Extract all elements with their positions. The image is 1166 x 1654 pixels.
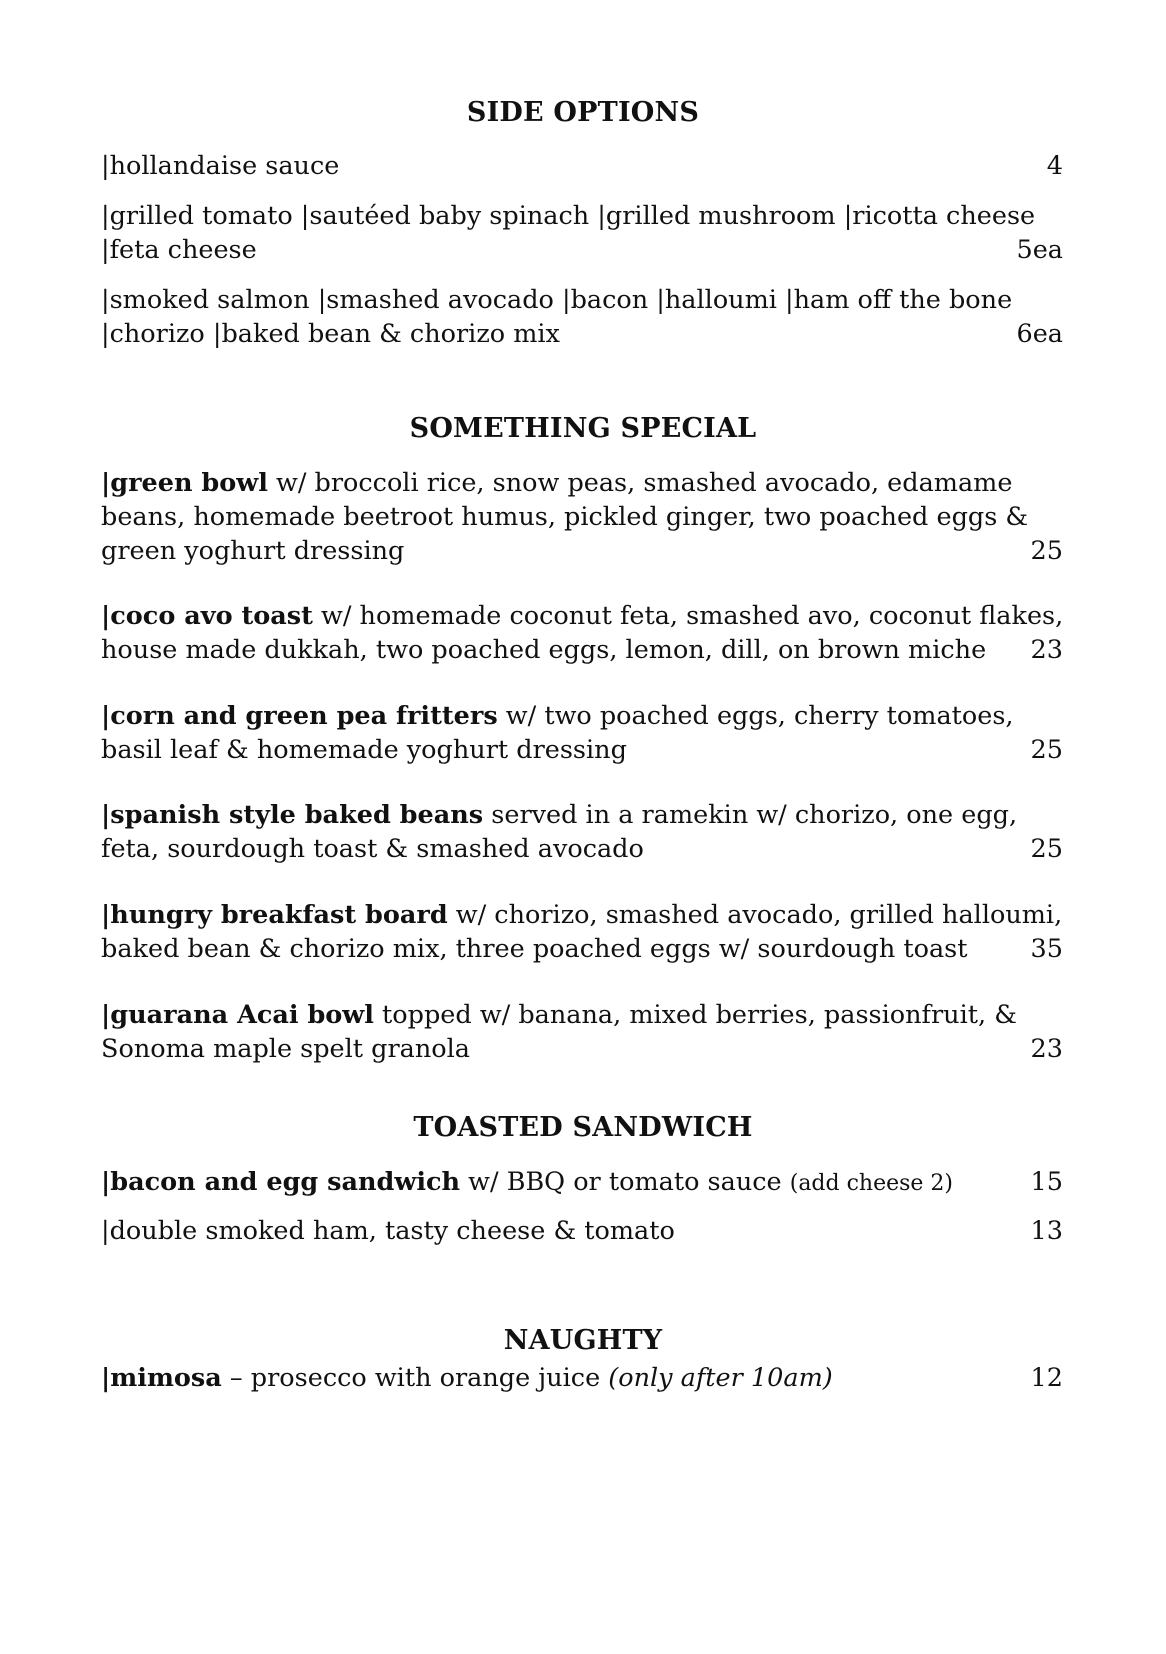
item-price: 6ea [1016,319,1063,349]
item-text: w/ chorizo, smashed avocado, grilled halloumi, [447,900,1063,930]
item-name: |coco avo toast [101,601,313,631]
menu-item-hollandaise [101,148,1063,184]
menu-item-ham-cheese-tomato [101,1213,1063,1249]
item-price: 25 [1030,735,1063,765]
item-price: 23 [1030,1034,1063,1064]
item-text: house made dukkah, two poached eggs, lemon, dill, on brown miche [101,635,987,665]
menu-item-corn-fritters-line2 [101,732,1063,768]
menu-item-green-bowl [101,465,1063,501]
item-text: baked bean & chorizo mix, three poached eggs w/ sourdough toast [101,934,968,964]
item-name: |spanish style baked beans [101,800,484,830]
item-text: |hollandaise sauce [101,151,340,181]
section-title-something-special: SOMETHING SPECIAL [409,413,757,444]
section-title-side-options: SIDE OPTIONS [466,97,700,128]
item-text: |feta cheese [101,235,257,265]
item-text: w/ homemade coconut feta, smashed avo, coconut flakes, [312,601,1064,631]
item-price: 23 [1030,635,1063,665]
item-text: w/ broccoli rice, snow peas, smashed avocado, edamame [267,468,1013,498]
item-text: |smoked salmon |smashed avocado |bacon |halloumi |ham off the bone [101,285,1013,315]
item-price: 25 [1030,834,1063,864]
item-name: |corn and green pea fritters [101,701,498,731]
menu-item-acai-bowl [101,997,1063,1033]
item-text: feta, sourdough toast & smashed avocado [101,834,644,864]
menu-item-side-6ea-line1 [101,282,1063,318]
item-text: w/ two poached eggs, cherry tomatoes, [497,701,1014,731]
item-price: 5ea [1016,235,1063,265]
item-price: 25 [1030,536,1063,566]
menu-item-corn-fritters [101,698,1063,734]
menu-item-hungry-breakfast-board [101,897,1063,933]
menu-item-coco-avo-toast [101,598,1063,634]
menu-item-spanish-baked-beans [101,797,1063,833]
item-text: green yoghurt dressing [101,536,405,566]
item-text: Sonoma maple spelt granola [101,1034,471,1064]
item-note: (only after 10am) [608,1363,833,1393]
item-price: 12 [1030,1363,1063,1393]
item-name: |mimosa [101,1363,222,1393]
menu-item-side-5ea-line1 [101,198,1063,234]
item-text: basil leaf & homemade yoghurt dressing [101,735,627,765]
menu-item-green-bowl-line3 [101,533,1063,569]
menu-item-coco-avo-toast-line2 [101,632,1063,668]
menu-item-side-6ea-line2 [101,316,1063,352]
menu-item-acai-bowl-line2 [101,1031,1063,1067]
item-name: |guarana Acai bowl [101,1000,374,1030]
item-name: |bacon and egg sandwich [101,1167,461,1197]
item-text: |grilled tomato |sautéed baby spinach |grilled mushroom |ricotta cheese [101,201,1036,231]
menu-item-spanish-baked-beans-line2 [101,831,1063,867]
menu-item-green-bowl-line2 [101,499,1063,535]
item-text: topped w/ banana, mixed berries, passionfruit, & [373,1000,1017,1030]
item-text: |chorizo |baked bean & chorizo mix [101,319,560,349]
item-text: served in a ramekin w/ chorizo, one egg, [483,800,1018,830]
item-name: |green bowl [101,468,268,498]
item-text: w/ BBQ or tomato sauce [460,1167,790,1197]
item-text: – prosecco with orange juice [221,1363,609,1393]
item-text: |double smoked ham, tasty cheese & tomato [101,1216,675,1246]
section-title-toasted-sandwich: TOASTED SANDWICH [413,1112,753,1143]
menu-item-hungry-breakfast-board-line2 [101,931,1063,967]
item-price: 15 [1030,1167,1063,1197]
item-text: beans, homemade beetroot humus, pickled ginger, two poached eggs & [101,502,1029,532]
item-name: |hungry breakfast board [101,900,448,930]
section-title-naughty: NAUGHTY [503,1325,663,1356]
item-note: (add cheese 2) [789,1171,954,1196]
menu-item-bacon-egg-sandwich [101,1164,1063,1200]
item-price: 13 [1030,1216,1063,1246]
menu-item-mimosa [101,1360,1063,1396]
item-price: 4 [1046,151,1063,181]
menu-item-side-5ea-line2 [101,232,1063,268]
item-price: 35 [1030,934,1063,964]
